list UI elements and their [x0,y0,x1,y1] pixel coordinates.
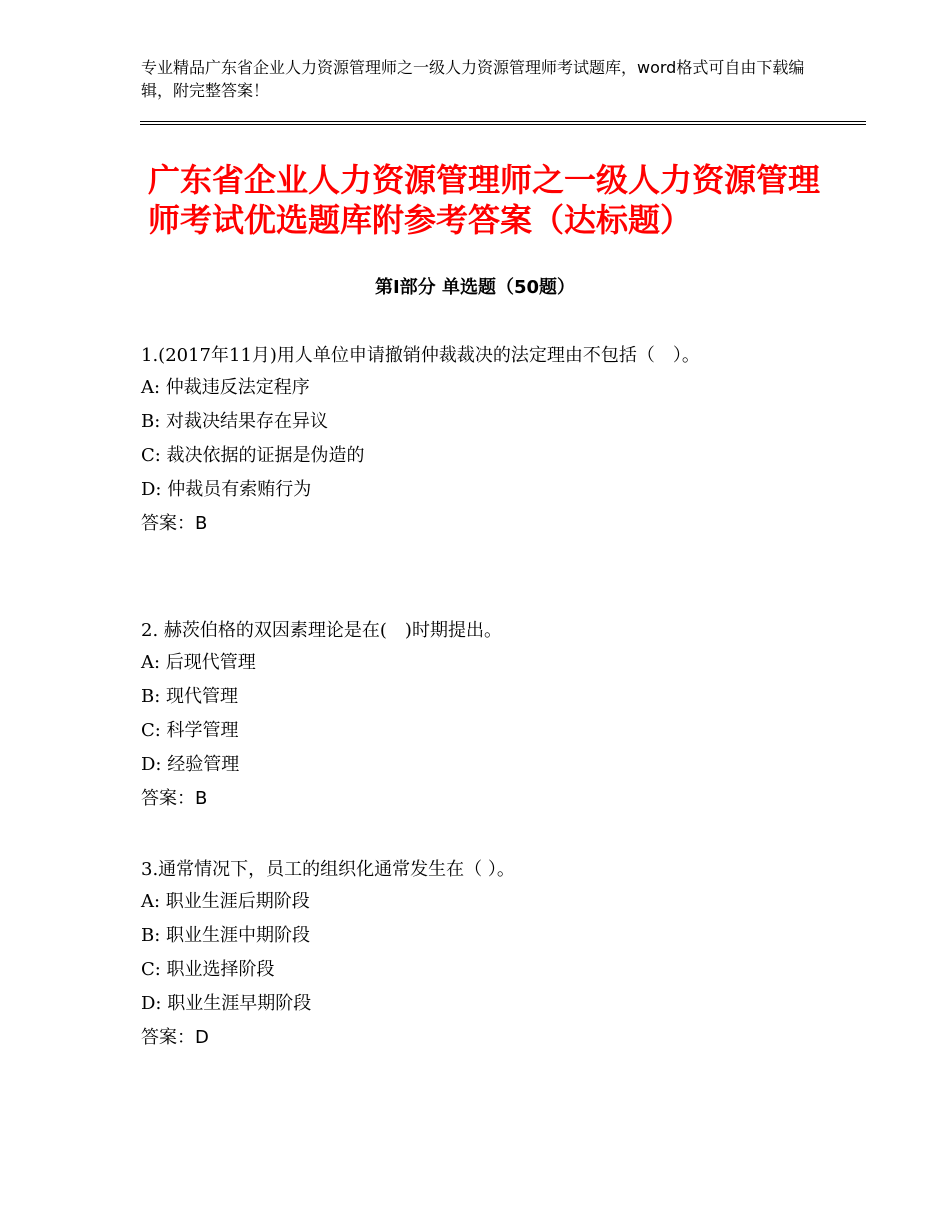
document-title: 广东省企业人力资源管理师之一级人力资源管理师考试优选题库附参考答案（达标题） [148,161,821,239]
option-b: B: 现代管理 [141,686,239,707]
option-a: A: 后现代管理 [141,652,256,673]
header-rule-top [140,121,866,122]
option-b: B: 职业生涯中期阶段 [141,925,311,946]
option-d: D: 职业生涯早期阶段 [141,993,312,1014]
option-c: C: 科学管理 [141,720,239,741]
option-b: B: 对裁决结果存在异议 [141,411,329,432]
question-stem: 3.通常情况下，员工的组织化通常发生在（ ）。 [141,859,515,880]
section-heading: 第Ⅰ部分 单选题（50题） [374,277,575,298]
answer: 答案：D [141,1027,209,1048]
header-rule-bottom [140,124,866,125]
question-3 [141,854,821,1055]
header-note: 专业精品广东省企业人力资源管理师之一级人力资源管理师考试题库，word格式可自由下载编辑，附完整答案！ [141,58,805,100]
question-stem: 1.(2017年11月)用人单位申请撤销仲裁裁决的法定理由不包括（ ）。 [141,345,700,366]
option-c: C: 裁决依据的证据是伪造的 [141,445,365,466]
option-d: D: 仲裁员有索贿行为 [141,479,312,500]
option-a: A: 仲裁违反法定程序 [141,377,310,398]
question-stem: 2. 赫茨伯格的双因素理论是在( )时期提出。 [141,620,502,641]
answer: 答案：B [141,788,208,809]
question-2 [141,615,821,816]
answer: 答案：B [141,513,208,534]
option-c: C: 职业选择阶段 [141,959,275,980]
question-1 [141,340,821,541]
option-a: A: 职业生涯后期阶段 [141,891,310,912]
option-d: D: 经验管理 [141,754,240,775]
